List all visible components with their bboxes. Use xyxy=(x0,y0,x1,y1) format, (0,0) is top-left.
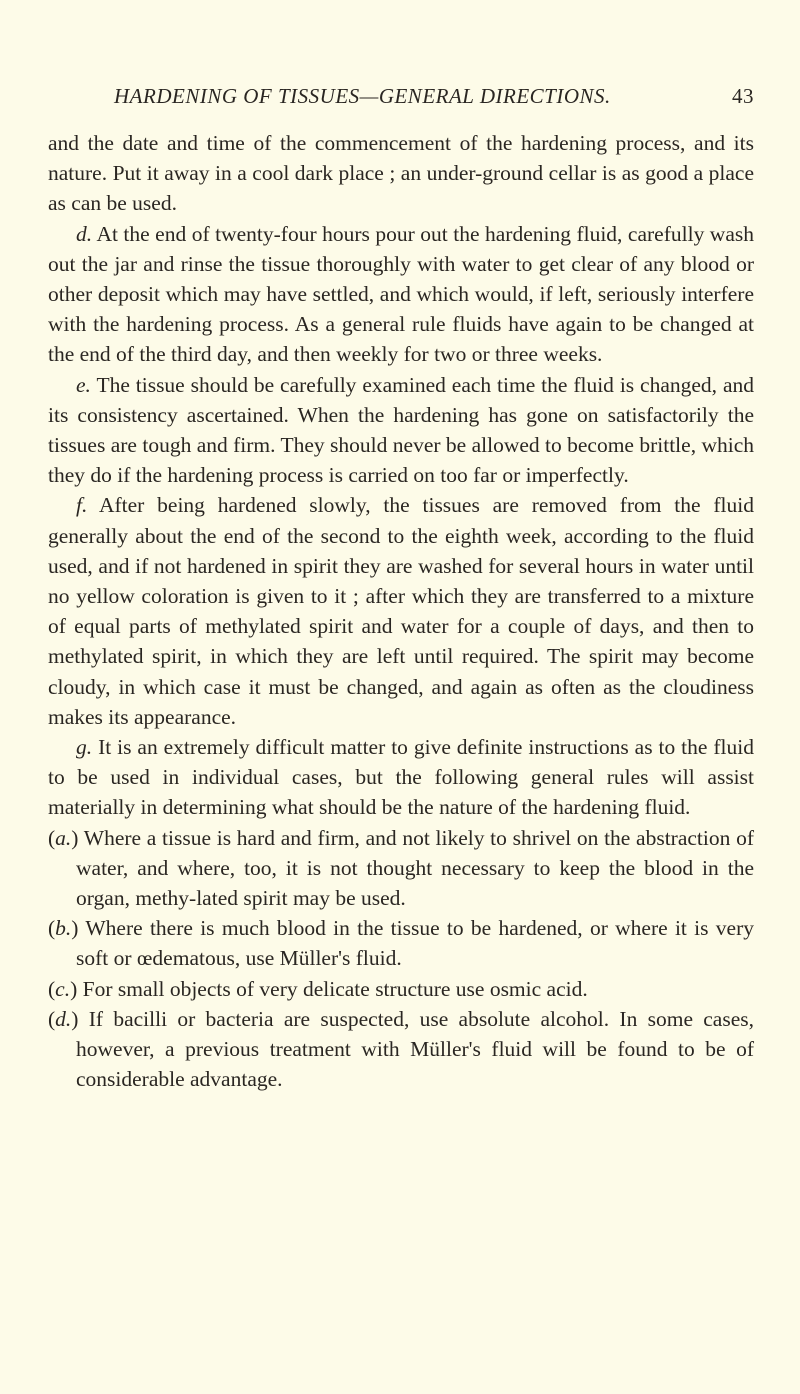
paragraph-f xyxy=(48,490,754,732)
paragraph-text: At the end of twenty-four hours pour out the hardening fluid, carefully wash out the jar and rinse the tissue thoroughly with water to get clear of any blood or other deposit which may have settled, and which would, if left, seriously interfere with the hardening process. As a general rule fluids have again to be changed at the end of the third day, and then weekly for two or three weeks. xyxy=(48,221,754,367)
paragraph-e xyxy=(48,370,754,491)
paragraph-continuation xyxy=(48,128,754,219)
rule-item-b: (b.) Where there is much blood in the tissue to be hardened, or where it is very soft or œdematous, use Müller's fluid. xyxy=(48,916,754,971)
paragraph-marker: e. xyxy=(76,372,91,397)
paragraph-marker: g. xyxy=(76,735,93,760)
rule-letter: c. xyxy=(55,976,71,1001)
rule-text: Where a tissue is hard and firm, and not likely to shrivel on the abstraction of water, and where, too, it is not thought necessary to keep the blood in the organ, methy-lated spirit may be used. xyxy=(76,825,754,911)
rule-item-d: (d.) If bacilli or bacteria are suspected, use absolute alcohol. In some cases, however, a previous treatment with Müller's fluid will be found to be of considerable advantage. xyxy=(48,1006,755,1092)
paragraph-text: It is an extremely difficult matter to give definite instructions as to the fluid to be used in individual cases, but the following general rules will assist materially in determining what should be the nature of the hardening fluid. xyxy=(48,735,754,820)
paragraph-text: After being hardened slowly, the tissues are removed from the fluid generally about the end of the second to the eighth week, according to the fluid used, and if not hardened in spirit they are washed for several hours in water until no yellow coloration is given to it ; after which they are transferred to a mixture of equal parts of methylated spirit and water for a couple of days, and then to methylated spirit, in which they are left until required. The spirit may become cloudy, in which case it must be changed, and again as often as the cloudiness makes its appearance. xyxy=(48,493,754,729)
paragraph-marker: f. xyxy=(76,493,88,518)
page-number: 43 xyxy=(732,84,754,108)
paragraph-marker: d. xyxy=(76,221,93,246)
rule-text: For small objects of very delicate structure use osmic acid. xyxy=(82,976,588,1001)
running-title: HARDENING OF TISSUES—GENERAL DIRECTIONS. xyxy=(114,84,611,108)
paragraph-d xyxy=(48,219,754,370)
paragraph-text: and the date and time of the commencement of the hardening process, and its nature. Put it away in a cool dark place ; an under-ground cellar is as good a place as can be used. xyxy=(48,131,754,216)
page-body xyxy=(48,128,754,1095)
rule-item-a: (a.) Where a tissue is hard and firm, and not likely to shrivel on the abstraction of water, and where, too, it is not thought necessary to keep the blood in the organ, methy-lated spirit may be used. xyxy=(48,825,754,911)
rule-letter: a. xyxy=(55,825,72,850)
paragraph-g xyxy=(48,732,754,823)
rule-letter: d. xyxy=(55,1006,72,1031)
rule-item-c: (c.) For small objects of very delicate structure use osmic acid. xyxy=(48,976,588,1001)
rule-text: Where there is much blood in the tissue to be hardened, or where it is very soft or œdematous, use Müller's fluid. xyxy=(76,916,754,971)
rule-text: If bacilli or bacteria are suspected, use absolute alcohol. In some cases, however, a previous treatment with Müller's fluid will be found to be of considerable advantage. xyxy=(76,1006,755,1092)
page-header xyxy=(114,84,754,114)
paragraph-text: The tissue should be carefully examined each time the fluid is changed, and its consistency ascertained. When the hardening has gone on satisfactorily the tissues are tough and firm. They should never be allowed to become brittle, which they do if the hardening process is carried on too far or imperfectly. xyxy=(48,372,754,488)
rule-letter: b. xyxy=(55,916,72,941)
